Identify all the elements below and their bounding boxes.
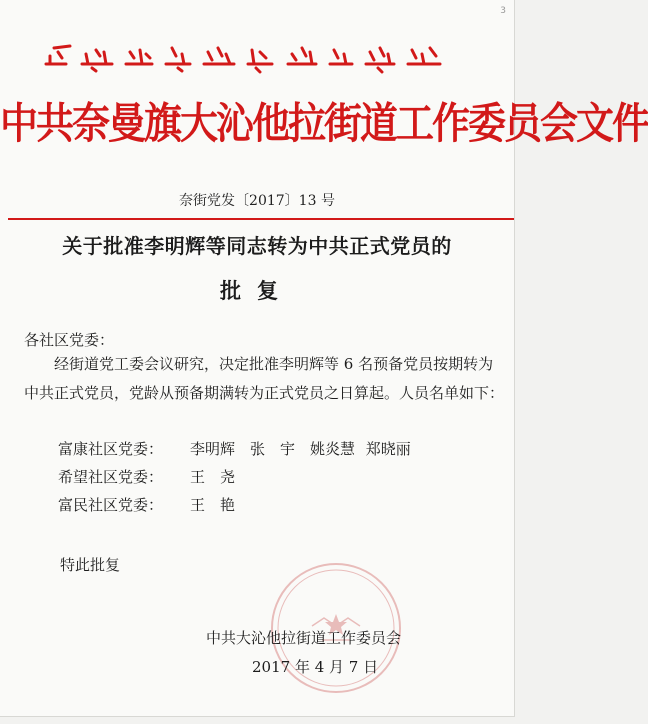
committee-name: 希望社区党委： xyxy=(58,468,164,486)
closing-remark: 特此批复 xyxy=(60,556,121,574)
issue-date: 2017 年 4 月 7 日 xyxy=(252,658,379,676)
committee-name: 富康社区党委： xyxy=(58,440,164,458)
document-number: 奈街党发〔2017〕13 号 xyxy=(179,193,335,209)
member-names: 王 艳 xyxy=(190,496,236,514)
committee-name: 富民社区党委： xyxy=(58,496,164,514)
document-title: 关于批准李明辉等同志转为中共正式党员的 xyxy=(62,234,452,258)
member-names: 王 尧 xyxy=(190,468,236,486)
body-paragraph: 经街道党工委会议研究，决定批准李明辉等 6 名预备党员按期转为中共正式党员，党龄从预备期满转为正式党员之日算起。人员名单如下： xyxy=(24,355,505,402)
member-row xyxy=(58,466,235,487)
org-header-title: 中共奈曼旗大沁他拉街道工作委员会文件 xyxy=(0,98,648,149)
document-subtitle: 批复 xyxy=(220,279,294,303)
page-mark: 3 xyxy=(500,6,506,16)
red-divider-line xyxy=(8,218,514,220)
member-row xyxy=(58,494,235,515)
member-row xyxy=(58,438,411,459)
salutation: 各社区党委： xyxy=(24,331,115,349)
issuing-organization: 中共大沁他拉街道工作委员会 xyxy=(206,629,402,647)
member-names: 李明辉 张 宇 姚炎慧 郑晓丽 xyxy=(190,440,411,458)
mongolian-script-header xyxy=(40,38,450,74)
